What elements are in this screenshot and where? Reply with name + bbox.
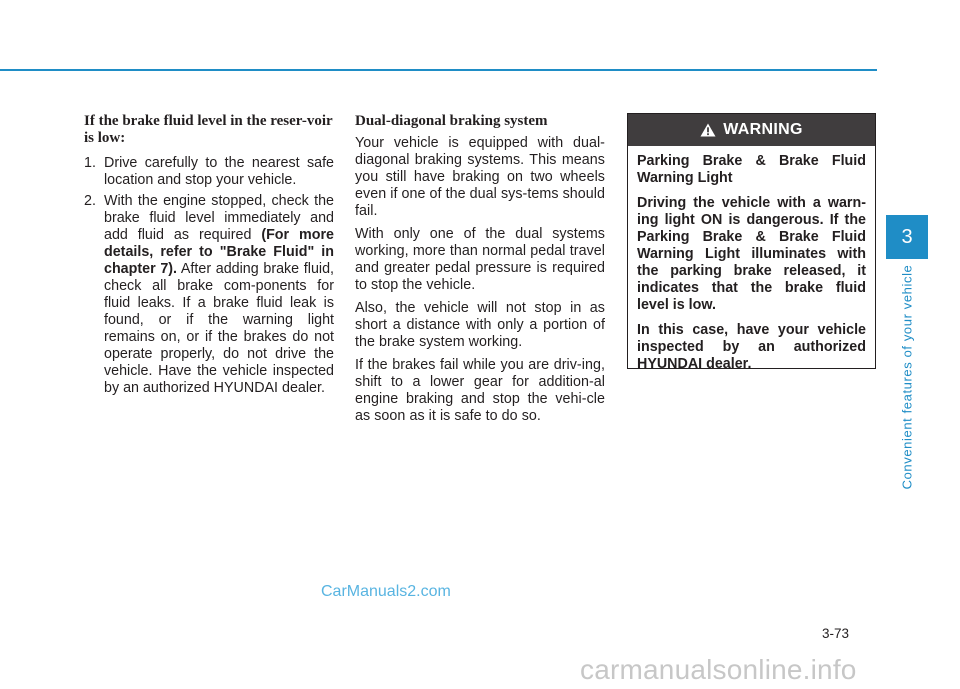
warning-body xyxy=(628,146,875,373)
warning-paragraph: Driving the vehicle with a warn-ing light ON is dangerous. If the Parking Brake & Brake Fluid Warning Light illuminates with the parking brake released, it indicates that the brake fluid level is low. xyxy=(637,195,866,313)
left-column xyxy=(84,113,334,401)
list-item xyxy=(84,193,334,397)
warning-box xyxy=(627,113,876,372)
page-number: 3-73 xyxy=(822,626,850,641)
chapter-tab xyxy=(886,215,928,259)
body-paragraph: If the brakes fail while you are driv-ing, shift to a lower gear for addition-al engine braking and stop the vehi-cle as soon as it is safe to do so. xyxy=(355,357,605,424)
chapter-reference: (For more details, refer to "Brake Fluid" in chapter 7). xyxy=(104,227,334,277)
header-rule xyxy=(0,69,877,71)
chapter-side-title: Convenient features of your vehicle xyxy=(899,264,915,490)
middle-column xyxy=(355,113,605,431)
step-text: With the engine stopped, check the brake fluid level immediately and add fluid as required xyxy=(104,193,334,243)
body-paragraph: Your vehicle is equipped with dual-diagonal braking systems. This means you still have braking on two wheels even if one of the dual sys-tems should fail. xyxy=(355,135,605,219)
watermark-link[interactable]: CarManuals2.com xyxy=(321,583,451,600)
body-paragraph: Also, the vehicle will not stop in as short a distance with only a portion of the brake system working. xyxy=(355,300,605,350)
warning-paragraph: In this case, have your vehicle inspected by an authorized HYUNDAI dealer. xyxy=(637,322,866,372)
warning-triangle-icon xyxy=(700,123,716,137)
step-text: Drive carefully to the nearest safe location and stop your vehicle. xyxy=(104,155,334,188)
section-heading-dual-diagonal: Dual-diagonal braking system xyxy=(355,113,548,129)
warning-title: WARNING xyxy=(723,121,803,138)
step-number: 1. xyxy=(84,155,96,171)
step-text-continued: After adding brake fluid, check all brake com-ponents for fluid leaks. If a brake fluid leak is found, or if the warning light remains on, or if the brakes do not operate properly, do not drive the vehicle. Have the vehicle inspected by an authorized HYUNDAI dealer. xyxy=(104,261,335,396)
chapter-number: 3 xyxy=(901,225,913,248)
list-item xyxy=(84,155,334,189)
body-paragraph: With only one of the dual systems working, more than normal pedal travel and greater pedal pressure is required to stop the vehicle. xyxy=(355,226,605,293)
watermark-text: carmanualsonline.info xyxy=(580,654,857,685)
warning-header xyxy=(628,114,875,146)
warning-subtitle: Parking Brake & Brake Fluid Warning Light xyxy=(637,153,866,186)
step-number: 2. xyxy=(84,193,96,209)
section-heading-low-fluid: If the brake fluid level in the reser-voir is low: xyxy=(84,113,333,146)
